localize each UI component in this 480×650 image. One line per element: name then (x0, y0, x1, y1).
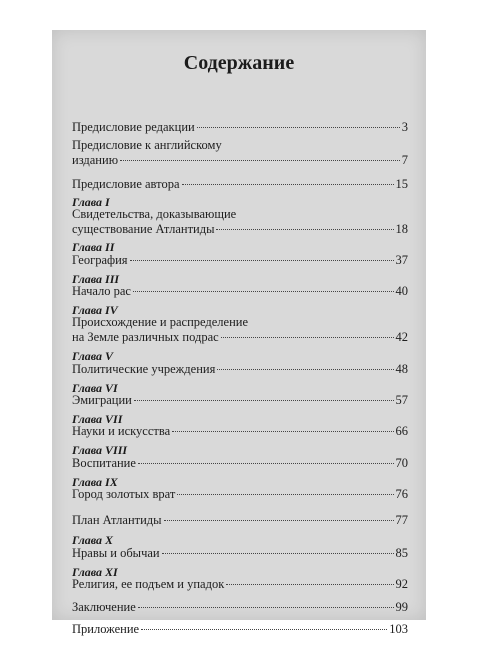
toc-page-number: 70 (395, 456, 408, 470)
leader-dots (221, 337, 394, 338)
toc-page-number: 76 (395, 487, 408, 501)
toc-entry-title: Политические учреждения (72, 362, 216, 376)
toc-entry (72, 600, 408, 615)
toc-entry (72, 424, 408, 439)
leader-dots (130, 260, 394, 261)
chapter-label: Глава X (72, 533, 114, 547)
toc-entry (72, 456, 408, 471)
chapter-label: Глава III (72, 272, 120, 286)
toc-page-number: 99 (395, 600, 408, 614)
toc-page-number: 48 (395, 362, 408, 376)
toc-entry (72, 487, 408, 502)
leader-dots (197, 127, 400, 128)
toc-entry-title: План Атлантиды (72, 513, 162, 527)
leader-dots (217, 369, 393, 370)
chapter-label: Глава VIII (72, 443, 128, 457)
toc-entry-title: Науки и искусства (72, 424, 171, 438)
toc-entry-title: на Земле различных подрас (72, 330, 219, 344)
toc-entry (72, 315, 408, 345)
toc-entry (72, 393, 408, 408)
toc-page-number: 3 (401, 120, 408, 134)
toc-entry (72, 546, 408, 561)
toc-page-number: 42 (395, 330, 408, 344)
toc-entry-title: Предисловие автора (72, 177, 180, 191)
toc-entry-title: Начало рас (72, 284, 131, 298)
toc-page-number: 77 (395, 513, 408, 527)
toc-entry-title: Свидетельства, доказывающие (72, 207, 237, 221)
leader-dots (138, 463, 394, 464)
toc-entry (72, 284, 408, 299)
leader-dots (120, 160, 400, 161)
toc-page-number: 40 (395, 284, 408, 298)
leader-dots (134, 400, 394, 401)
toc-entry-title: Приложение (72, 622, 140, 636)
toc-entry (72, 577, 408, 592)
chapter-label: Глава IX (72, 475, 118, 489)
leader-dots (226, 584, 393, 585)
leader-dots (164, 520, 394, 521)
toc-entry-title: Религия, ее подъем и упадок (72, 577, 225, 591)
leader-dots (162, 553, 394, 554)
toc-page-number: 15 (395, 177, 408, 191)
chapter-label: Глава VII (72, 412, 123, 426)
toc-entry-title: Город золотых врат (72, 487, 176, 501)
toc-entry (72, 513, 408, 528)
leader-dots (177, 494, 393, 495)
toc-page-number: 66 (395, 424, 408, 438)
toc-page-number: 7 (401, 153, 408, 167)
page-title: Содержание (183, 52, 295, 74)
toc-entry (72, 622, 408, 637)
toc-entry-title: изданию (72, 153, 119, 167)
leader-dots (133, 291, 394, 292)
toc-entry-title: Происхождение и распределение (72, 315, 249, 329)
toc-entry-title: Заключение (72, 600, 136, 614)
toc-entry (72, 138, 408, 168)
toc-page-number: 85 (395, 546, 408, 560)
toc-page-number: 57 (395, 393, 408, 407)
chapter-label: Глава V (72, 349, 114, 363)
leader-dots (172, 431, 393, 432)
toc-entry (72, 253, 408, 268)
chapter-label: Глава IV (72, 303, 118, 317)
toc-page-number: 18 (395, 222, 408, 236)
toc-entry-title: Нравы и обычаи (72, 546, 160, 560)
toc-entry-title: Предисловие редакции (72, 120, 195, 134)
chapter-label: Глава I (72, 195, 110, 209)
toc-entry-title: Предисловие к английскому (72, 138, 222, 152)
toc-entry (72, 362, 408, 377)
toc-entry (72, 120, 408, 135)
leader-dots (138, 607, 394, 608)
chapter-label: Глава XI (72, 565, 118, 579)
book-page (52, 30, 426, 636)
toc-entry-title: География (72, 253, 128, 267)
toc-entry-title: Воспитание (72, 456, 136, 470)
toc-page-number: 37 (395, 253, 408, 267)
leader-dots (182, 184, 394, 185)
toc-entry-title: существование Атлантиды (72, 222, 215, 236)
toc-entry (72, 207, 408, 237)
toc-page-number: 92 (395, 577, 408, 591)
toc-page-number: 103 (389, 622, 408, 636)
toc-entry (72, 177, 408, 192)
toc-entry-title: Эмиграции (72, 393, 132, 407)
leader-dots (216, 229, 393, 230)
chapter-label: Глава VI (72, 381, 118, 395)
leader-dots (141, 629, 387, 630)
chapter-label: Глава II (72, 240, 115, 254)
